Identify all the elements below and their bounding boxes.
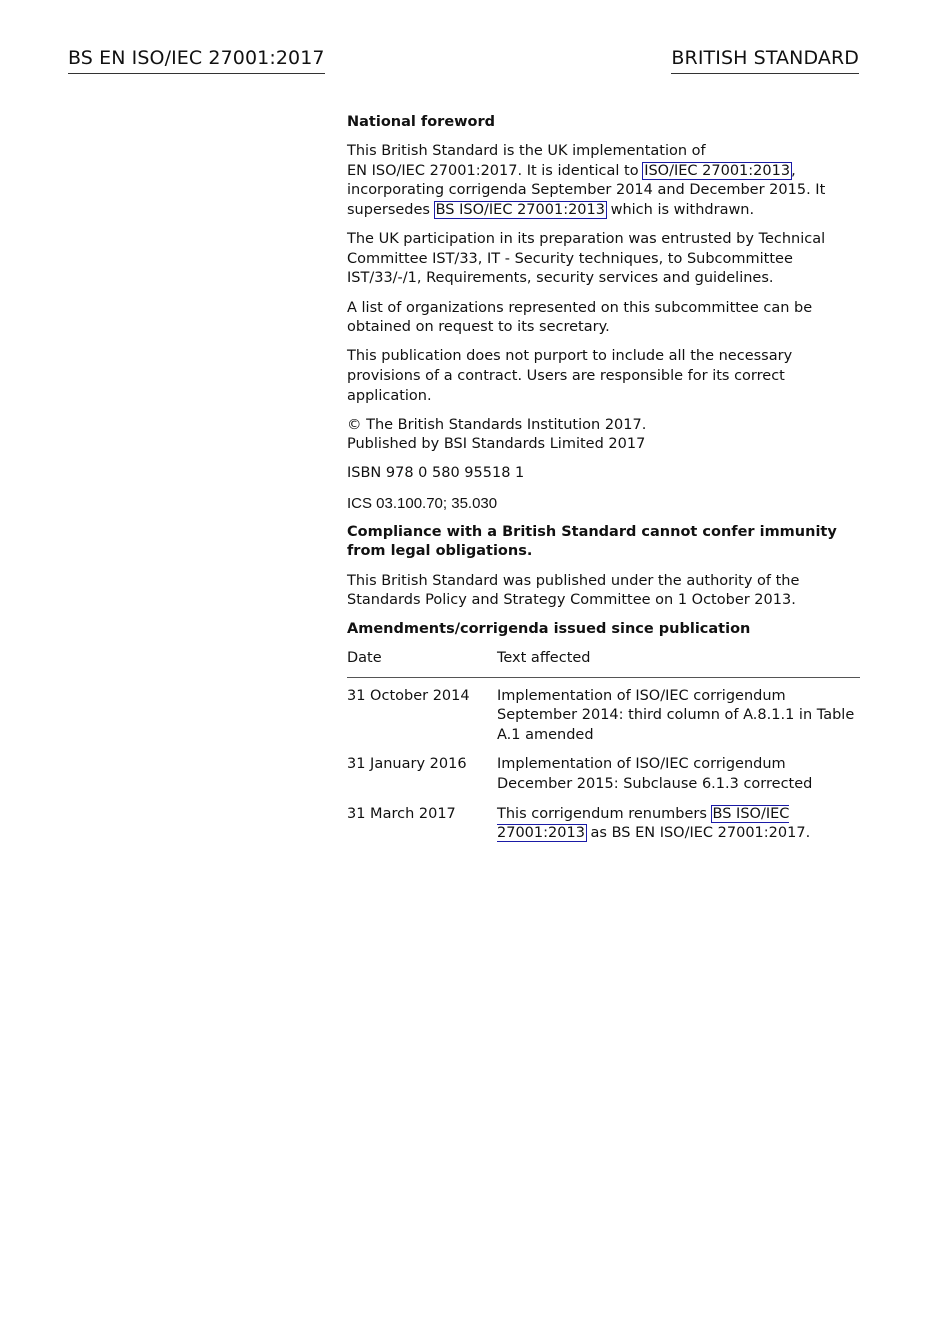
amendment-text: [497, 805, 860, 854]
header-standard-number: BS EN ISO/IEC 27001:2017: [68, 46, 325, 74]
amendment-date: 31 October 2014: [347, 687, 470, 704]
amendment-date: 31 January 2016: [347, 756, 467, 773]
table-row: [347, 677, 860, 755]
foreword-paragraph-implementation: [347, 142, 860, 220]
bs-iso-iec-27001-2013-link[interactable]: BS ISO/IEC 27001:2013: [435, 201, 605, 218]
foreword-title: National foreword: [347, 114, 496, 130]
table-row: [347, 805, 860, 854]
column-header-text-affected: Text affected: [497, 649, 860, 677]
ics-code: ICS 03.100.70; 35.030: [347, 494, 498, 512]
authority-statement: This British Standard was published under the authority of the Standards Policy and Strategy Committee on 1 October 2013.: [347, 572, 800, 609]
amendments-table: [347, 649, 860, 854]
table-header-row: [347, 649, 860, 677]
bs-iso-iec-27001-2013-renumber-link[interactable]: BS ISO/IEC 27001:2013: [497, 805, 790, 842]
amendment-text-post: as BS EN ISO/IEC 27001:2017.: [585, 825, 811, 842]
iso-iec-27001-2013-link[interactable]: ISO/IEC 27001:2013: [644, 162, 791, 179]
amendment-text: Implementation of ISO/IEC corrigendum December 2015: Subclause 6.1.3 corrected: [497, 756, 813, 792]
foreword-p1-pre: EN ISO/IEC 27001:2017. It is identical to: [347, 162, 644, 179]
amendment-text: Implementation of ISO/IEC corrigendum September 2014: third column of A.8.1.1 in Table A.1 amended: [497, 687, 855, 743]
foreword-p1-mid: , incorporating corrigenda September 2014 and December 2015. It supersedes: [347, 162, 826, 218]
copyright-line: © The British Standards Institution 2017.: [347, 416, 647, 433]
amendment-text-pre: This corrigendum renumbers: [497, 805, 712, 822]
foreword-paragraph-committee: The UK participation in its preparation was entrusted by Technical Committee IST/33, IT - Security techniques, to Subcommittee IST/33/-/1, Requirements, security services and guidelines.: [347, 231, 826, 287]
foreword-paragraph-provisions: This publication does not purport to include all the necessary provisions of a contract. Users are responsible for its correct application.: [347, 348, 793, 404]
isbn: ISBN 978 0 580 95518 1: [347, 465, 525, 482]
compliance-notice: Compliance with a British Standard cannot confer immunity from legal obligations.: [347, 523, 837, 560]
header-british-standard: BRITISH STANDARD: [671, 46, 859, 74]
foreword-paragraph-organizations: A list of organizations represented on this subcommittee can be obtained on request to its secretary.: [347, 299, 813, 336]
amendments-title: Amendments/corrigenda issued since publication: [347, 621, 751, 638]
foreword-p1-line1: This British Standard is the UK implementation of: [347, 143, 706, 160]
foreword-p1-post: which is withdrawn.: [605, 201, 755, 218]
column-header-date: Date: [347, 649, 497, 677]
published-line: Published by BSI Standards Limited 2017: [347, 436, 646, 453]
copyright-block: [347, 416, 860, 455]
amendment-date: 31 March 2017: [347, 805, 456, 822]
table-row: [347, 755, 860, 804]
national-foreword-section: [347, 113, 860, 854]
